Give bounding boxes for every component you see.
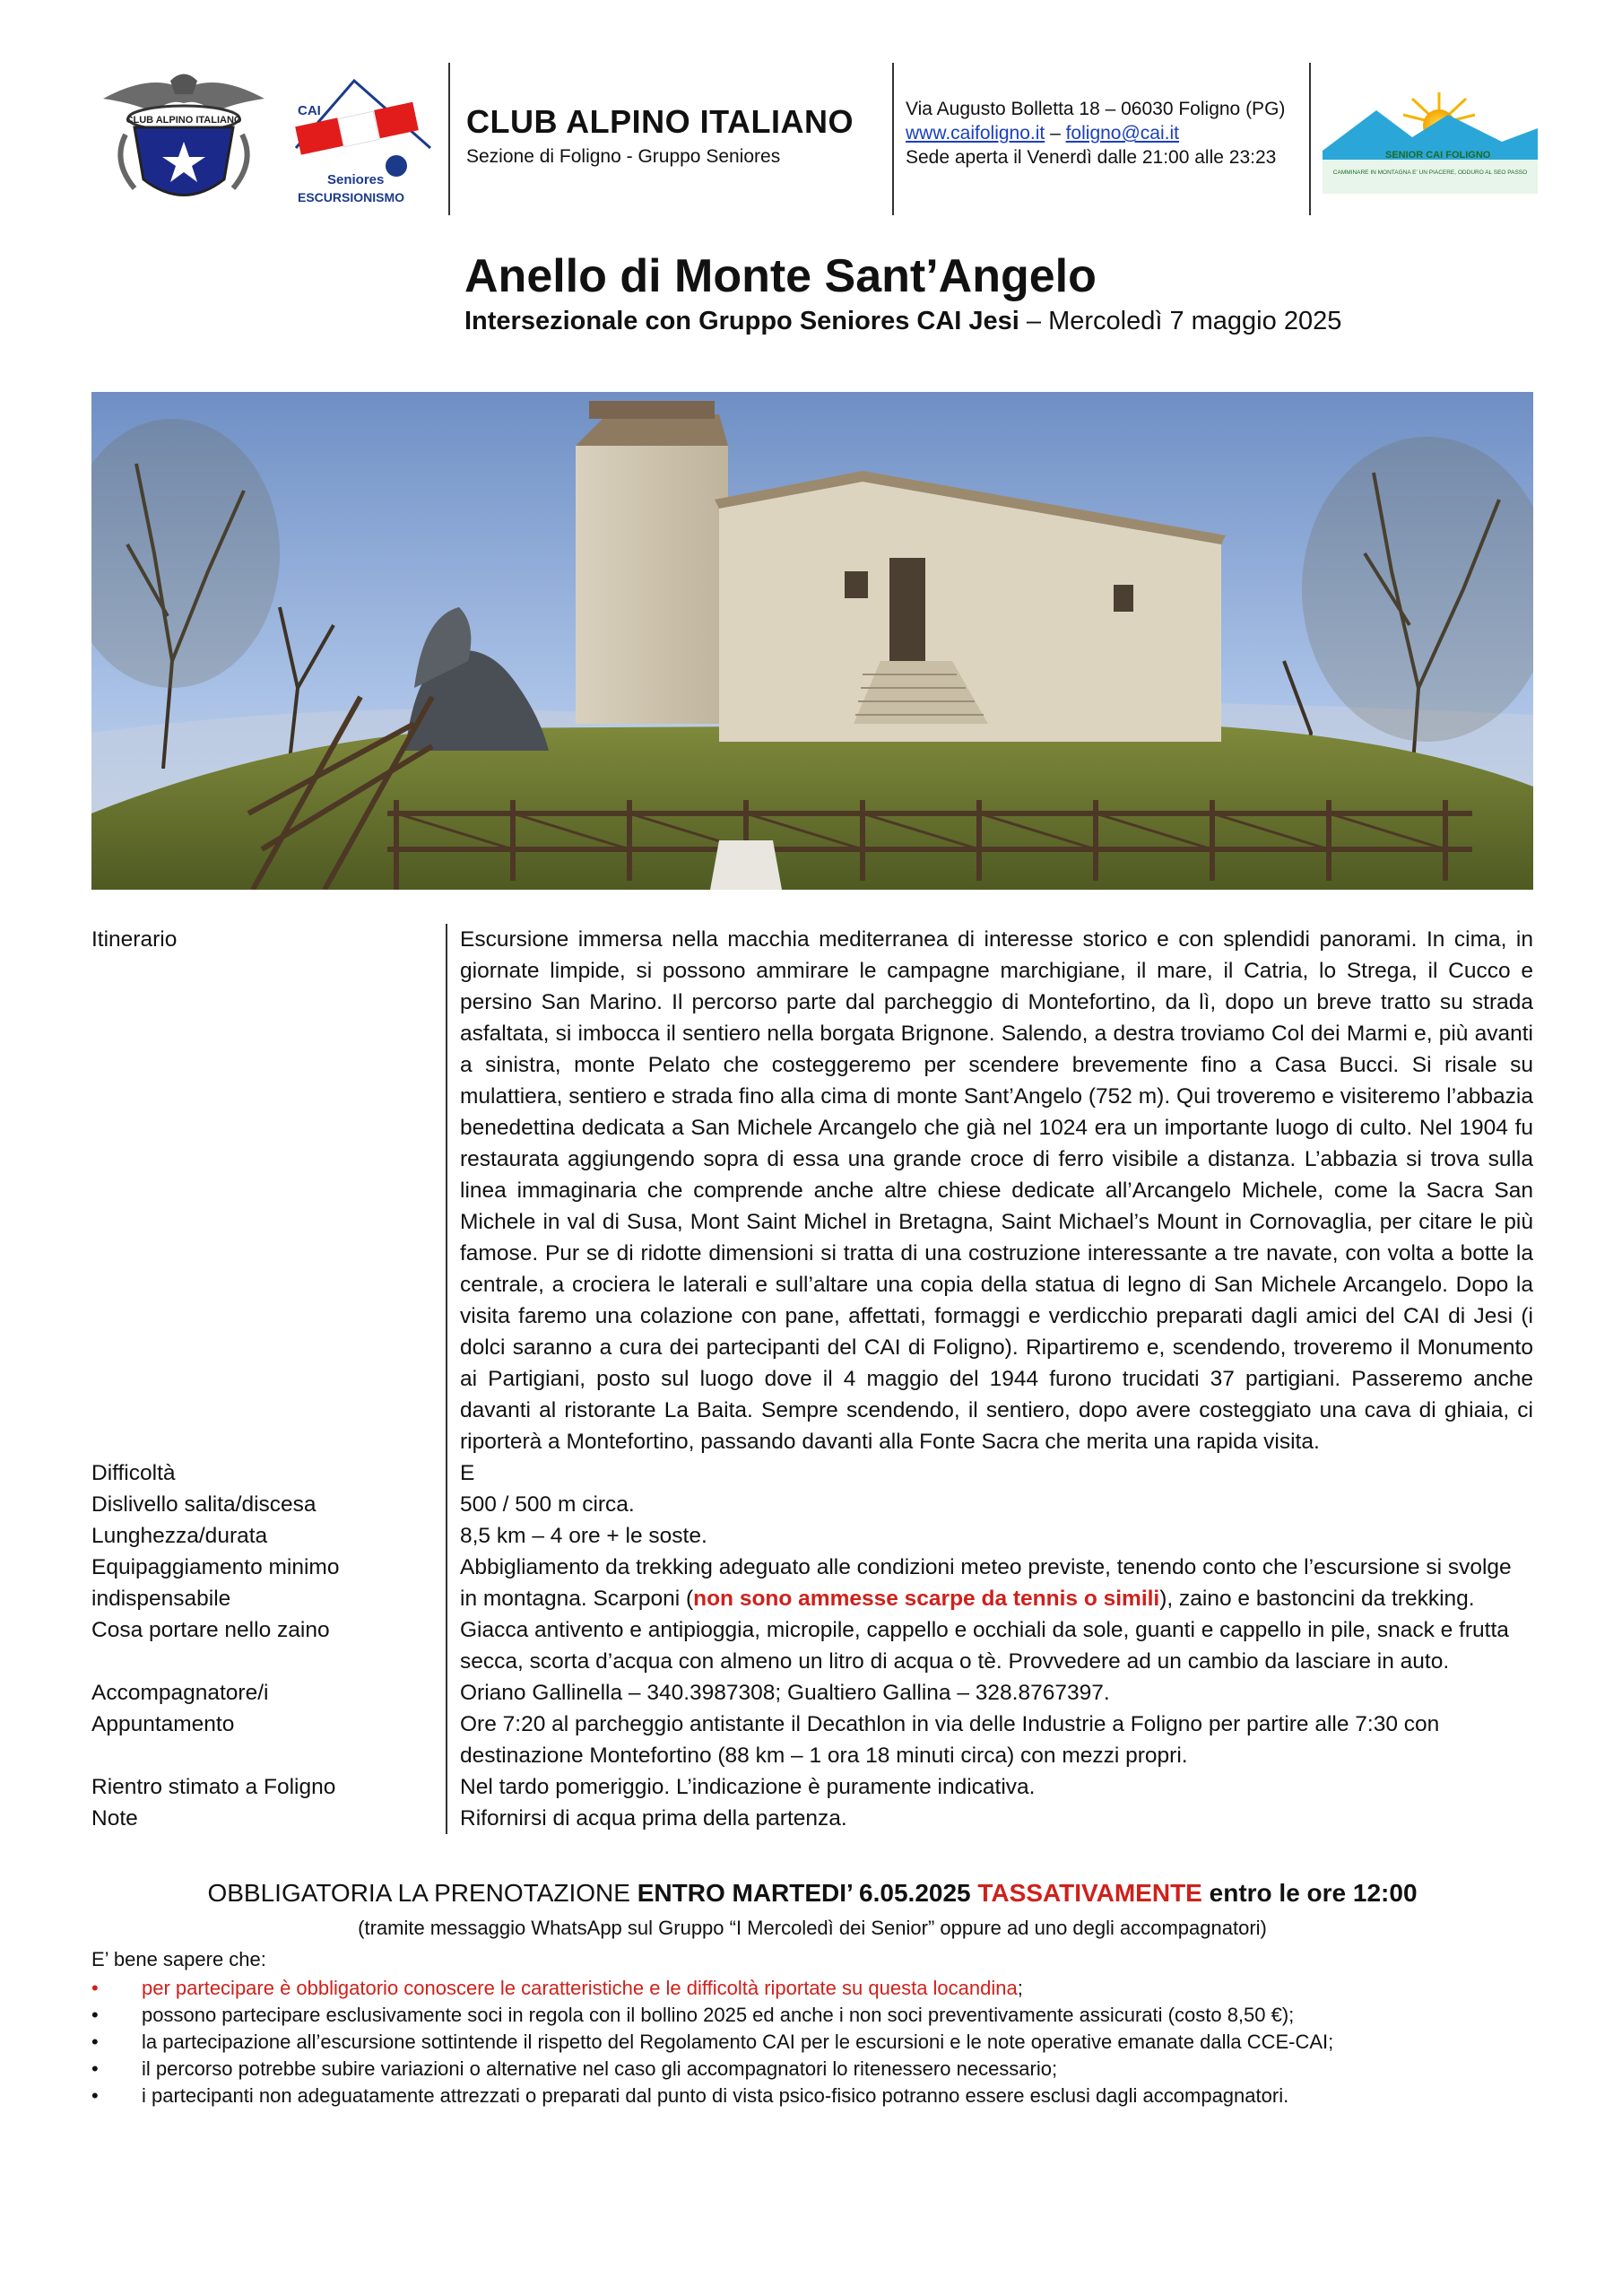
- cai-logo-text: CLUB ALPINO ITALIANO: [126, 115, 242, 126]
- note-label: Note: [91, 1806, 138, 1831]
- contacts-block: [906, 97, 1285, 170]
- booking-notice: [91, 1879, 1533, 1908]
- list-item: [91, 1975, 1533, 2002]
- notes-list: [91, 1975, 1533, 2109]
- lunghezza-value: 8,5 km – 4 ore + le soste.: [446, 1520, 1533, 1552]
- list-item: • i partecipanti non adeguatamente attrezzati o preparati dal punto di vista psico-fisico potranno essere esclusi dagli accompagnatori.: [91, 2083, 1533, 2109]
- cai-eagle-logo: [99, 63, 269, 215]
- event-subtitle: [464, 307, 1341, 336]
- itinerario-label: Itinerario: [91, 927, 178, 952]
- difficolta-value: E: [446, 1457, 1533, 1489]
- info-row-appuntamento: [91, 1709, 1533, 1771]
- dislivello-value: 500 / 500 m circa.: [446, 1489, 1533, 1520]
- equip-warning: non sono ammesse scarpe da tennis o simili: [693, 1587, 1160, 1611]
- note-value: Rifornirsi di acqua prima della partenza.: [446, 1803, 1533, 1834]
- info-row-lunghezza: [91, 1520, 1533, 1552]
- info-table: [91, 924, 1533, 1834]
- header-divider: [448, 63, 450, 215]
- event-title: Anello di Monte Sant’Angelo: [464, 250, 1097, 302]
- esc-logo-line1: Seniores: [327, 172, 385, 187]
- club-subtitle: Sezione di Foligno - Gruppo Seniores: [466, 146, 781, 167]
- zaino-label: Cosa portare nello zaino: [91, 1618, 330, 1642]
- accompagnatori-value: Oriano Gallinella – 340.3987308; Gualtiero Gallina – 328.8767397.: [446, 1677, 1533, 1709]
- page-header: [99, 54, 1533, 215]
- rientro-value: Nel tardo pomeriggio. L’indicazione è puramente indicativa.: [446, 1771, 1533, 1803]
- senior-logo-text: SENIOR CAI FOLIGNO: [1385, 150, 1491, 161]
- info-row-difficolta: [91, 1457, 1533, 1489]
- equipaggiamento-label: Equipaggiamento minimo indispensabile: [91, 1555, 340, 1611]
- info-row-accompagnatori: [91, 1677, 1533, 1709]
- web-email-line: [906, 121, 1285, 145]
- zaino-value: Giacca antivento e antipioggia, micropile, cappello e occhiali da sole, guanti e cappello in pile, snack e frutta secca, scorta d’acqua con almeno un litro di acqua o tè. Provvedere ad un cambio da lasciare in auto.: [446, 1614, 1533, 1677]
- itinerario-text: Escursione immersa nella macchia mediterranea di interesse storico e con splendidi panorami. In cima, in giornate limpide, si possono ammirare le campagne marchigiane, il mare, il Catria, lo Strega, il Cucco e persino San Marino. Il percorso parte dal parcheggio di Montefortino, da lì, dopo un breve tratto su strada asfaltata, si imbocca il sentiero nella borgata Brignone. Salendo, a destra troviamo Col dei Marmi e, più avanti a sinistra, monte Pelato che costeggeremo per scendere brevemente fino a Casa Bucci. Si risale su mulattiera, sentiero e strada fino alla cima di monte Sant’Angelo (752 m). Qui troveremo e visiteremo l’abbazia benedettina dedicata a San Michele Arcangelo che già nel 1024 era un importante luogo di culto. Nel 1904 fu restaurata aggiungendo sopra di essa una grande croce di ferro visibile a distanza. L’abbazia si trova sulla linea immaginaria che comprende anche altre chiese dedicate all’Arcangelo Michele, come la Sacra San Michele in val di Susa, Mont Saint Michel in Bretagna, Saint Michael’s Mount in Cornovaglia, per citare le più famose. Pur se di ridotte dimensioni si tratta di una costruzione interessante a tre navate, con volta a botte la centrale, a crociera le laterali e sull’altare una copia della statua di legno di San Michele Arcangelo. Dopo la visita faremo una colazione con pane, affettati, formaggi e verdicchio preparati dagli amici del CAI di Jesi (i dolci saranno a cura dei partecipanti del CAI di Foligno). Ripartiremo e, scendendo, troveremo il Monumento ai Partigiani, posto sul luogo dove il 4 maggio del 1944 furono trucidati 37 partigiani. Passeremo anche davanti al ristorante La Baita. Sempre scendendo, il sentiero, dopo avere costeggiato una cava di ghiaia, ci riporterà a Montefortino, passando davanti alla Fonte Sacra che merita una rapida visita.: [446, 924, 1533, 1457]
- address: Via Augusto Bolletta 18 – 06030 Foligno (PG): [906, 99, 1286, 119]
- info-row-zaino: [91, 1614, 1533, 1677]
- info-row-equipaggiamento: [91, 1552, 1533, 1614]
- dislivello-label: Dislivello salita/discesa: [91, 1492, 317, 1517]
- appuntamento-value: Ore 7:20 al parcheggio antistante il Decathlon in via delle Industrie a Foligno per partire alle 7:30 con destinazione Montefortino (88 km – 1 ora 18 minuti circa) con mezzi propri.: [446, 1709, 1533, 1771]
- esc-logo-line2: ESCURSIONISMO: [298, 190, 405, 204]
- equipaggiamento-value: [446, 1552, 1533, 1614]
- list-item: • il percorso potrebbe subire variazioni o alternative nel caso gli accompagnatori lo ritenessero necessario;: [91, 2056, 1533, 2083]
- booking-time: entro le ore 12:00: [1201, 1879, 1418, 1907]
- booking-deadline: ENTRO MARTEDI’ 6.05.2025: [637, 1879, 978, 1907]
- good-to-know: [91, 1946, 1533, 2109]
- header-divider: [892, 63, 894, 215]
- list-item: • possono partecipare esclusivamente soci in regola con il bollino 2025 ed anche i non soci preventivamente assicurati (costo 8,50 €);: [91, 2002, 1533, 2029]
- esc-logo-cai: CAI: [298, 103, 321, 118]
- event-subtitle-bold: Intersezionale con Gruppo Seniores CAI Jesi: [464, 307, 1019, 335]
- notes-intro: E’ bene sapere che:: [91, 1948, 266, 1970]
- rientro-label: Rientro stimato a Foligno: [91, 1775, 336, 1799]
- cai-seniores-escursionismo-logo: [287, 63, 435, 215]
- info-row-note: [91, 1803, 1533, 1834]
- booking-strict: TASSATIVAMENTE: [977, 1879, 1202, 1907]
- info-row-itinerario: [91, 924, 1533, 1457]
- header-divider: [1309, 63, 1311, 215]
- booking-part1: OBBLIGATORIA LA PRENOTAZIONE: [207, 1879, 638, 1907]
- difficolta-label: Difficoltà: [91, 1461, 176, 1485]
- list-item: • la partecipazione all’escursione sottintende il rispetto del Regolamento CAI per le escursioni e le note operative emanate dalla CCE-CAI;: [91, 2029, 1533, 2056]
- note-item-1: per partecipare è obbligatorio conoscere le caratteristiche e le difficoltà riportate su questa locandina: [142, 1977, 1018, 1999]
- note-item-1-end: ;: [1017, 1977, 1023, 1999]
- lunghezza-label: Lunghezza/durata: [91, 1524, 268, 1548]
- club-block: [466, 103, 854, 168]
- club-title: CLUB ALPINO ITALIANO: [466, 103, 854, 140]
- website-link[interactable]: www.caifoligno.it: [906, 123, 1045, 144]
- senior-logo-motto: CAMMINARE IN MONTAGNA E' UN PIACERE, ODDURO AL SEO PASSO: [1332, 170, 1528, 176]
- booking-method-note: (tramite messaggio WhatsApp sul Gruppo “I Mercoledì dei Senior” oppure ad uno degli accompagnatori): [358, 1917, 1267, 1939]
- senior-cai-foligno-logo: [1323, 88, 1538, 194]
- info-row-dislivello: [91, 1489, 1533, 1520]
- appuntamento-label: Appuntamento: [91, 1712, 235, 1736]
- accompagnatori-label: Accompagnatore/i: [91, 1681, 269, 1705]
- event-subtitle-date: – Mercoledì 7 maggio 2025: [1019, 307, 1342, 335]
- equip-text-2: ), zaino e bastoncini da trekking.: [1159, 1587, 1475, 1611]
- email-link[interactable]: foligno@cai.it: [1065, 123, 1179, 144]
- equip-text-1: Abbigliamento da trekking adeguato alle condizioni meteo previste, tenendo conto che l’escursione si svolge in montagna. Scarponi (: [460, 1555, 1512, 1611]
- abbey-photo: [91, 392, 1533, 890]
- separator-dash: –: [1045, 123, 1066, 144]
- opening-hours: Sede aperta il Venerdì dalle 21:00 alle 23:23: [906, 147, 1277, 168]
- info-row-rientro: [91, 1771, 1533, 1803]
